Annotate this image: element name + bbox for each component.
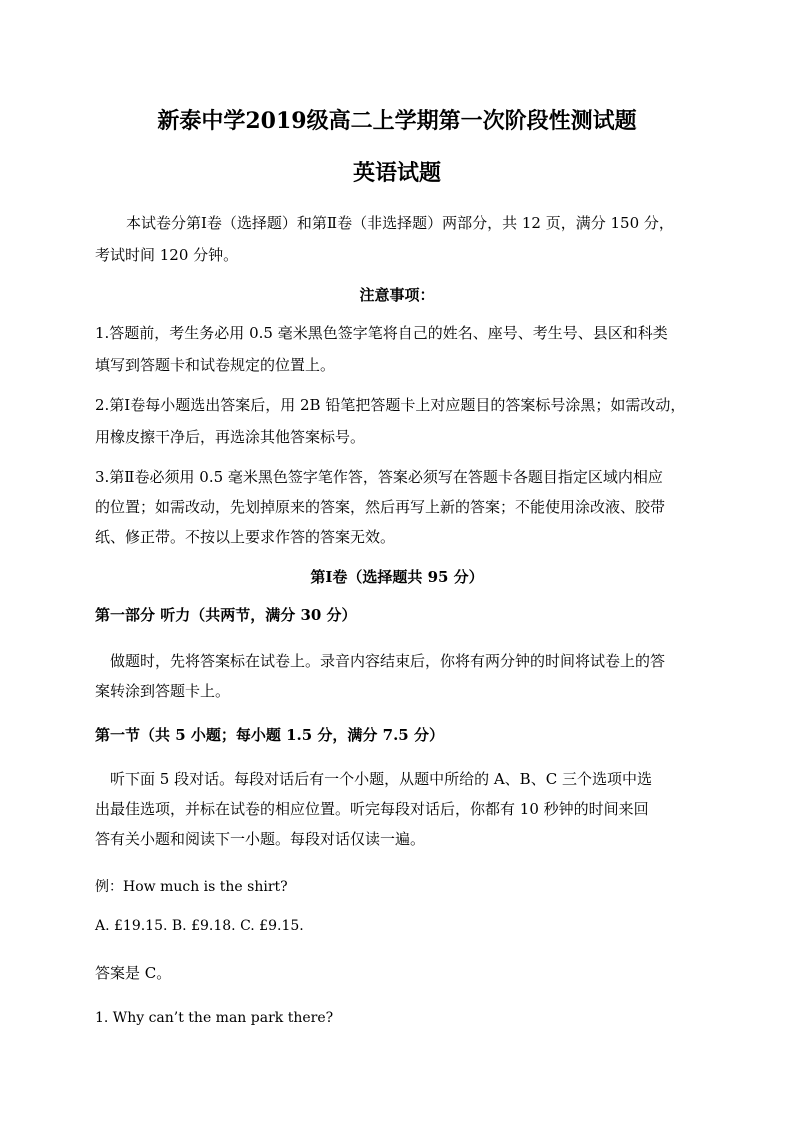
- exam-subtitle: 英语试题: [352, 160, 441, 186]
- notice-item-3-line-3: 纸、修正带。不按以上要求作答的答案无效。: [95, 528, 396, 546]
- notice-item-1-line-1: 1.答题前，考生务必用 0.5 毫米黑色签字笔将自己的姓名、座号、考生号、县区和科类: [95, 324, 668, 342]
- part-1-desc-line-1: 做题时，先将答案标在试卷上。录音内容结束后，你将有两分钟的时间将试卷上的答: [110, 652, 666, 670]
- example-options: A. £19.15. B. £9.18. C. £9.15.: [95, 918, 304, 934]
- part-1-desc-line-2: 案转涂到答题卡上。: [95, 682, 231, 700]
- example-answer: 答案是 C。: [95, 964, 172, 982]
- notice-item-2-line-1: 2.第Ⅰ卷每小题选出答案后，用 2B 铅笔把答题卡上对应题目的答案标号涂黑；如需改动，: [95, 396, 686, 414]
- section-1-desc-line-1: 听下面 5 段对话。每段对话后有一个小题，从题中所给的 A、B、C 三个选项中选: [110, 770, 652, 788]
- notice-heading: 注意事项：: [359, 286, 435, 304]
- example-question: 例：How much is the shirt?: [95, 879, 288, 895]
- notice-item-2-line-2: 用橡皮擦干净后，再选涂其他答案标号。: [95, 428, 366, 446]
- section-1-desc-line-3: 答有关小题和阅读下一小题。每段对话仅读一遍。: [95, 830, 426, 848]
- intro-line-1: 本试卷分第Ⅰ卷（选择题）和第Ⅱ卷（非选择题）两部分，共 12 页，满分 150 分，: [126, 214, 674, 232]
- section-1-desc-line-2: 出最佳选项，并标在试卷的相应位置。听完每段对话后，你都有 10 秒钟的时间来回: [95, 800, 649, 818]
- section-1-heading: 第一节（共 5 小题；每小题 1.5 分，满分 7.5 分）: [95, 726, 444, 744]
- notice-item-3-line-2: 的位置；如需改动，先划掉原来的答案，然后再写上新的答案；不能使用涂改液、胶带: [95, 498, 666, 516]
- exam-title: 新泰中学2019级高二上学期第一次阶段性测试题: [157, 108, 637, 134]
- question-1: 1. Why can’t the man park there?: [95, 1010, 334, 1026]
- notice-item-3-line-1: 3.第Ⅱ卷必须用 0.5 毫米黑色签字笔作答，答案必须写在答题卡各题目指定区域内相应: [95, 468, 663, 486]
- intro-line-2: 考试时间 120 分钟。: [95, 246, 239, 264]
- notice-item-1-line-2: 填写到答题卡和试卷规定的位置上。: [95, 356, 336, 374]
- part-1-heading: 第一部分 听力（共两节，满分 30 分）: [95, 606, 357, 624]
- volume-1-heading: 第Ⅰ卷（选择题共 95 分）: [310, 568, 484, 586]
